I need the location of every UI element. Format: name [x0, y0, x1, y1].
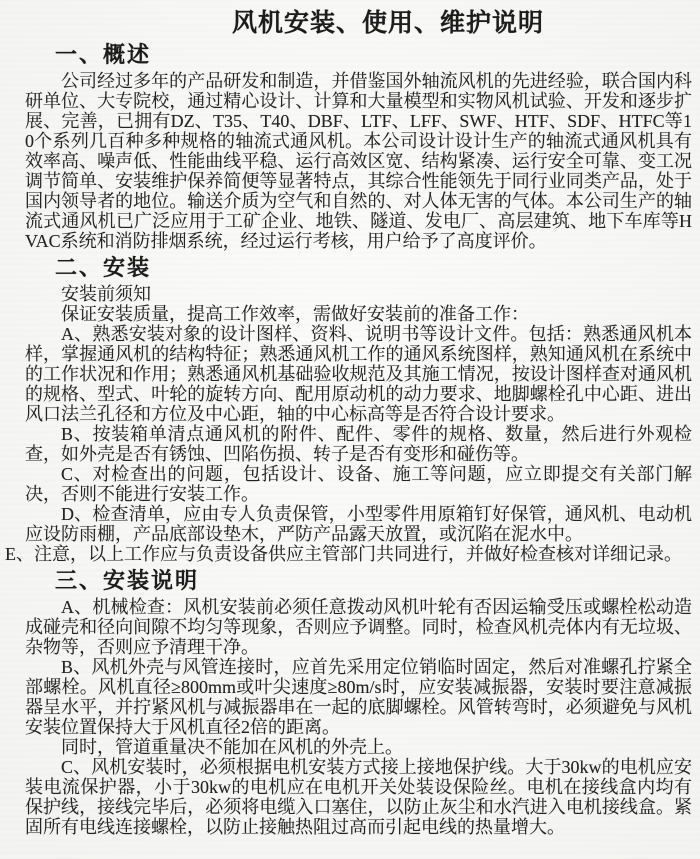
paragraph-install-item-c: C、对检查出的问题，包括设计、设备、施工等问题，应立即提交有关部门解决，否则不能进行安装工作。: [25, 464, 692, 504]
section-heading-overview: 一、概述: [55, 42, 152, 67]
paragraph-instructions-item-a: A、机械检查：风机安装前必须任意拨动风机叶轮有否因运输受压或螺栓松动造成碰壳和径向间隙不均匀等现象，否则应予调整。同时，检查风机壳体内有无垃圾、杂物等，否则应予清理干净。: [25, 597, 692, 657]
section-heading-installation-instructions: 三、安装说明: [55, 568, 200, 593]
paragraph-install-notice-title: 安装前须知: [61, 284, 151, 304]
paragraph-install-item-b: B、按装箱单清点通风机的附件、配件、零件的规格、数量，然后进行外观检查，如外壳是否有锈蚀、凹陷伤损、转子是否有变形和碰伤等。: [25, 424, 692, 464]
section-heading-installation: 二、安装: [55, 255, 152, 280]
document-content: [0, 42, 700, 837]
paragraph-instructions-item-b: B、风机外壳与风管连接时，应首先采用定位销临时固定，然后对准螺孔拧紧全部螺栓。风机直径≥800mm或叶尖速度≥80m/s时，应安装减振器，安装时要注意减振器呈水平，并拧紧风机与减振器串在一起的底脚螺栓。风管转弯时，必须避免与风机安装位置保持大于风机直径2倍的距离。: [25, 657, 692, 737]
paragraph-instructions-item-c: C、风机安装时，必须根据电机安装方式接上接地保护线。大于30kw的电机应安装电流保护器，小于30kw的电机应在电机开关处装设保险丝。电机在接线盒内均有保护线，接线完毕后，必须将电缆入口塞住，以防止灰尘和水汽进入电机接线盒。紧固所有电线连接螺栓，以防止接触热阻过高而引起电线的热量增大。: [25, 757, 692, 837]
paragraph-instructions-duct-weight: 同时，管道重量决不能加在风机的外壳上。: [61, 737, 403, 757]
document-title: 风机安装、使用、维护说明: [231, 9, 544, 37]
paragraph-install-item-d: D、检查清单，应由专人负责保管，小型零件用原箱钉好保管，通风机、电动机应设防雨棚，产品底部设垫木，严防产品露天放置，或沉陷在泥水中。: [25, 504, 692, 544]
paragraph-install-item-e: E、注意，以上工作应与负责设备供应主管部门共同进行，并做好检查核对详细记录。: [5, 544, 682, 564]
paragraph-overview: 公司经过多年的产品研发和制造，并借鉴国外轴流风机的先进经验，联合国内科研单位、大专院校，通过精心设计、计算和大量模型和实物风机试验、开发和逐步扩展、完善，已拥有DZ、T35、T40、DBF、LTF、LFF、SWF、HTF、SDF、HTFC等10个系列几百种多种规格的轴流式通风机。本公司设计设计生产的轴流式通风机具有效率高、噪声低、性能曲线平稳、运行高效区宽、结构紧凑、运行安全可靠、变工况调节简单、安装维护保养简便等显著特点，其综合性能领先于同行业同类产品，处于国内领导者的地位。输送介质为空气和自然的、对人体无害的气体。本公司生产的轴流式通风机已广泛应用于工矿企业、地铁、隧道、发电厂、高层建筑、地下车库等HVAC系统和消防排烟系统，经过运行考核，用户给予了高度评价。: [25, 71, 692, 251]
paragraph-install-preparation: 保证安装质量，提高工作效率，需做好安装前的准备工作：: [61, 304, 529, 324]
paragraph-install-item-a: A、熟悉安装对象的设计图样、资料、说明书等设计文件。包括：熟悉通风机本样，掌握通风机的结构特征；熟悉通风机工作的通风系统图样，熟知通风机在系统中的工作状况和作用；熟悉通风机基础验收规范及其施工情况，按设计图样查对通风机的规格、型式、叶轮的旋转方向、配用原动机的动力要求、地脚螺栓孔中心距、进出风口法兰孔径和方位及中心距，轴的中心标高等是否符合设计要求。: [25, 324, 692, 424]
